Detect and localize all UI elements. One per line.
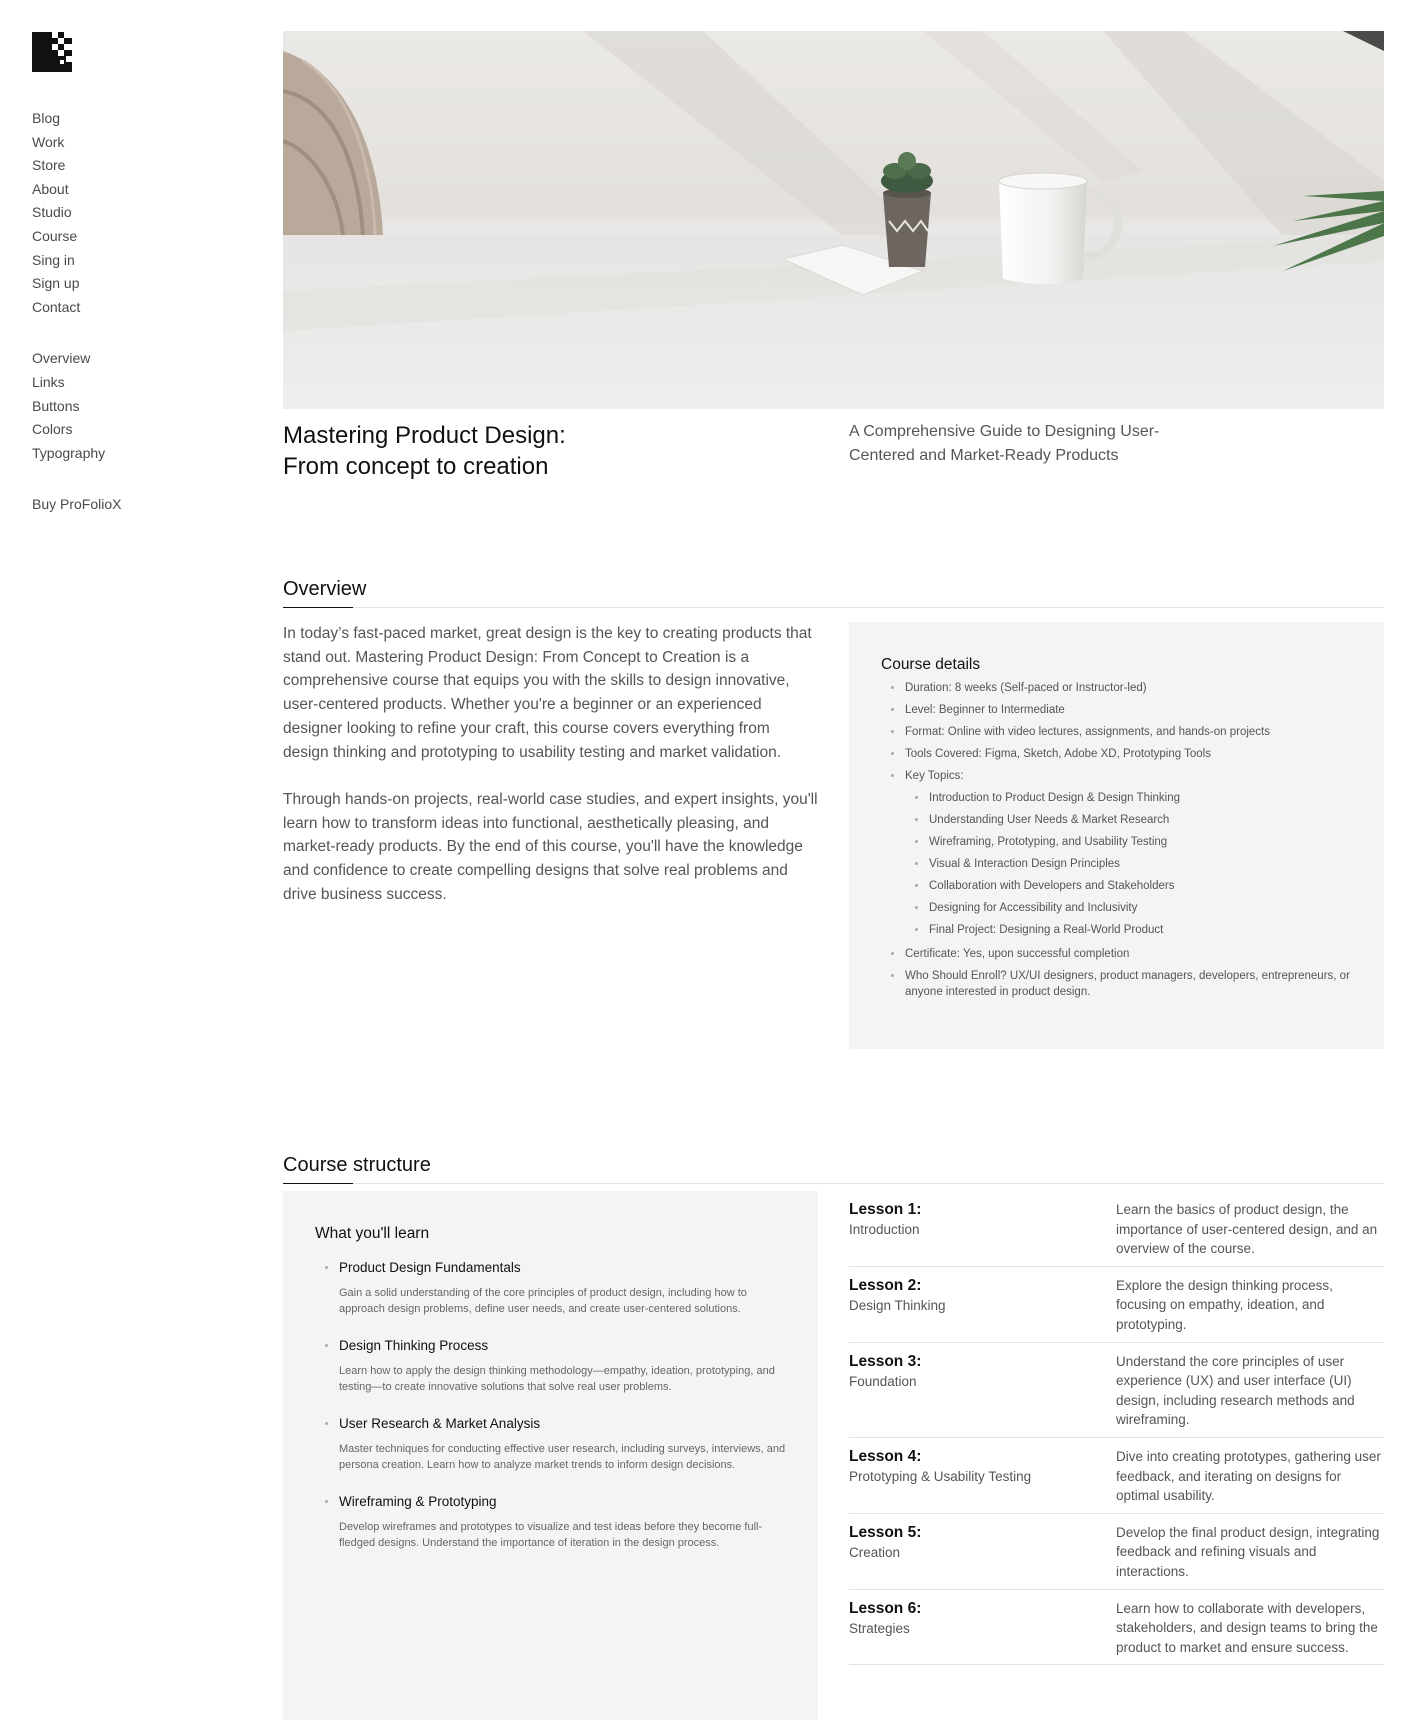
lesson-label <box>849 1599 1089 1658</box>
buy-profoliox-link[interactable]: Buy ProFolioX <box>32 496 122 513</box>
learn-item <box>315 1493 786 1551</box>
buy-nav <box>32 493 232 517</box>
lesson-desc: Dive into creating prototypes, gathering user feedback, and iterating on designs for optimal usability. <box>1116 1448 1381 1504</box>
lesson-label <box>849 1276 1089 1335</box>
main-content <box>283 31 1384 1720</box>
lesson-label <box>849 1447 1089 1506</box>
lesson-desc: Learn how to collaborate with developers, stakeholders, and design teams to bring the product to market and ensure success. <box>1116 1600 1378 1655</box>
nav-studio[interactable]: Studio <box>32 204 72 221</box>
learn-item-desc: Master techniques for conducting effective user research, including surveys, interviews, and persona creation. Learn how to analyze market trends to inform design decisions. <box>339 1443 786 1471</box>
learn-item <box>315 1415 786 1473</box>
nav-buttons[interactable]: Buttons <box>32 397 80 414</box>
detail-item: Tools Covered: Figma, Sketch, Adobe XD, Prototyping Tools <box>881 746 1352 762</box>
lesson-number: Lesson 1: <box>849 1201 922 1218</box>
learn-item <box>315 1337 786 1395</box>
lesson-name: Design Thinking <box>849 1297 946 1313</box>
styleguide-nav <box>32 347 232 465</box>
learn-item-title: Wireframing & Prototyping <box>339 1494 497 1509</box>
course-details-card <box>849 622 1384 1049</box>
detail-item: Level: Beginner to Intermediate <box>881 702 1352 718</box>
lesson-row <box>849 1514 1384 1590</box>
course-details-list <box>881 680 1352 1000</box>
lesson-row <box>849 1438 1384 1514</box>
lesson-name: Foundation <box>849 1373 917 1389</box>
learn-item-desc: Gain a solid understanding of the core principles of product design, including how to approach design problems, define user needs, and create user-centered solutions. <box>339 1287 747 1315</box>
nav-links[interactable]: Links <box>32 373 65 390</box>
detail-item: Certificate: Yes, upon successful completion <box>881 946 1352 962</box>
detail-item: Format: Online with video lectures, assignments, and hands-on projects <box>881 724 1352 740</box>
lesson-label <box>849 1200 1089 1259</box>
what-you-learn-heading: What you'll learn <box>315 1225 430 1242</box>
lesson-name: Introduction <box>849 1222 920 1237</box>
nav-contact[interactable]: Contact <box>32 298 81 315</box>
nav-sign-up[interactable]: Sign up <box>32 275 80 292</box>
topic-item: Collaboration with Developers and Stakeholders <box>905 878 1352 894</box>
page-subtitle: A Comprehensive Guide to Designing User-Centered and Market-Ready Products <box>849 423 1160 464</box>
course-header <box>283 420 1384 482</box>
lesson-name: Creation <box>849 1544 901 1560</box>
nav-about[interactable]: About <box>32 180 69 197</box>
lesson-label <box>849 1352 1089 1430</box>
topic-item: Wireframing, Prototyping, and Usability Testing <box>905 834 1352 850</box>
nav-store[interactable]: Store <box>32 157 66 174</box>
nav-colors[interactable]: Colors <box>32 421 73 438</box>
heading-underline <box>283 607 353 608</box>
nav-blog[interactable]: Blog <box>32 110 61 126</box>
topic-item: Final Project: Designing a Real-World Product <box>905 922 1352 938</box>
detail-item: Duration: 8 weeks (Self-paced or Instructor-led) <box>881 680 1352 696</box>
overview-section-header <box>283 576 1384 608</box>
lesson-number: Lesson 6: <box>849 1599 922 1617</box>
lesson-row <box>849 1343 1384 1438</box>
learn-item-title: Design Thinking Process <box>339 1338 489 1353</box>
hero-illustration <box>283 31 1384 409</box>
learn-item-desc: Learn how to apply the design thinking methodology—empathy, ideation, prototyping, and testing—to create innovative solutions that solve real user problems. <box>339 1365 775 1393</box>
lesson-number: Lesson 5: <box>849 1523 922 1541</box>
learn-item-title: User Research & Market Analysis <box>339 1416 541 1431</box>
learn-item-desc: Develop wireframes and prototypes to visualize and test ideas before they become full-fledged designs. Understand the importance of iteration in the design process. <box>339 1521 763 1549</box>
main-nav <box>32 107 232 319</box>
lesson-row <box>849 1191 1384 1267</box>
hero-image <box>283 31 1384 409</box>
detail-item-label: Key Topics: <box>905 770 964 782</box>
lesson-number: Lesson 3: <box>849 1352 922 1370</box>
structure-section-header <box>283 1152 1384 1184</box>
detail-item-key-topics <box>881 768 1352 938</box>
page-title <box>283 420 849 482</box>
title-line-1: Mastering Product Design: <box>283 422 566 449</box>
detail-item: Who Should Enroll? UX/UI designers, product managers, developers, entrepreneurs, or anyone interested in product design. <box>881 968 1352 1000</box>
lesson-name: Strategies <box>849 1620 910 1636</box>
nav-sign-in[interactable]: Sing in <box>32 251 75 268</box>
nav-work[interactable]: Work <box>32 133 65 150</box>
lesson-desc: Develop the final product design, integrating feedback and refining visuals and interactions. <box>1116 1524 1380 1579</box>
lesson-row <box>849 1590 1384 1666</box>
what-you-learn-card <box>283 1191 818 1720</box>
lesson-desc: Explore the design thinking process, focusing on empathy, ideation, and prototyping. <box>1116 1277 1333 1332</box>
overview-paragraph: In today’s fast-paced market, great design is the key to creating products that stand out. Mastering Product Design: From Concept to Creation is a comprehensive course that equips you with the skills to design innovative, user-centered products. Whether you're a beginner or an experienced designer looking to refine your craft, this course covers everything from design thinking and prototyping to usability testing and market validation. <box>283 625 812 761</box>
nav-course[interactable]: Course <box>32 227 78 244</box>
structure-section <box>283 1191 1384 1720</box>
title-line-2: From concept to creation <box>283 453 549 480</box>
sidebar <box>32 32 232 517</box>
overview-text <box>283 622 818 1049</box>
lesson-label <box>849 1523 1089 1582</box>
lesson-number: Lesson 4: <box>849 1447 922 1465</box>
structure-heading: Course structure <box>283 1154 431 1176</box>
overview-paragraph: Through hands-on projects, real-world case studies, and expert insights, you'll learn how to transform ideas into functional, aesthetically pleasing, and market-ready products. By the end of this course, you'll have the knowledge and confidence to create compelling designs that solve real problems and drive business success. <box>283 790 818 903</box>
key-topics-list <box>905 790 1352 938</box>
learn-item <box>315 1259 786 1317</box>
learn-item-title: Product Design Fundamentals <box>339 1260 521 1275</box>
heading-underline <box>283 1183 353 1184</box>
lessons-list <box>849 1191 1384 1720</box>
overview-heading: Overview <box>283 578 367 600</box>
lesson-row <box>849 1267 1384 1343</box>
lesson-desc: Understand the core principles of user experience (UX) and user interface (UI) design, including research methods and wireframing. <box>1116 1353 1355 1428</box>
lesson-desc: Learn the basics of product design, the importance of user-centered design, and an overview of the course. <box>1116 1202 1378 1257</box>
overview-section <box>283 622 1384 1049</box>
course-details-heading: Course details <box>881 656 981 673</box>
topic-item: Understanding User Needs & Market Research <box>905 812 1352 828</box>
nav-overview[interactable]: Overview <box>32 350 91 367</box>
checker-logo[interactable] <box>32 32 72 72</box>
lesson-number: Lesson 2: <box>849 1276 922 1294</box>
topic-item: Visual & Interaction Design Principles <box>905 856 1352 872</box>
topic-item: Designing for Accessibility and Inclusivity <box>905 900 1352 916</box>
topic-item: Introduction to Product Design & Design Thinking <box>905 790 1352 806</box>
nav-typography[interactable]: Typography <box>32 444 106 461</box>
learn-list <box>315 1259 786 1551</box>
lesson-name: Prototyping & Usability Testing <box>849 1468 1032 1484</box>
